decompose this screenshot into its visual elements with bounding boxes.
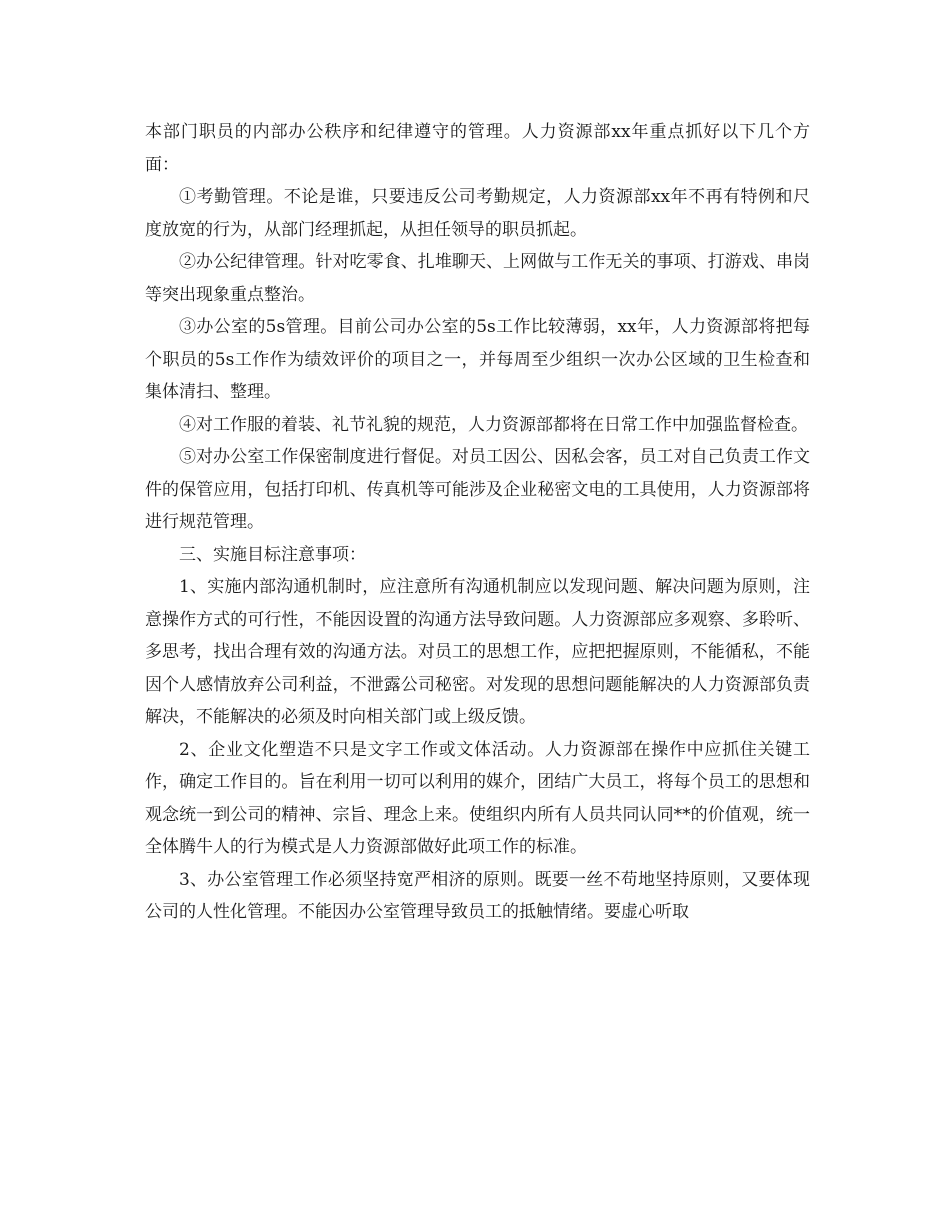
paragraph-5: ④对工作服的着装、礼节礼貌的规范，人力资源部都将在日常工作中加强监督检查。 xyxy=(179,414,808,435)
paragraph-2: ①考勤管理。不论是谁，只要违反公司考勤规定，人力资源部xx年不再有特例和尺度放宽的行为，从部门经理抓起，从担任领导的职员抓起。 xyxy=(145,187,810,240)
paragraph-3: ②办公纪律管理。针对吃零食、扎堆聊天、上网做与工作无关的事项、打游戏、串岗等突出现象重点整治。 xyxy=(145,252,810,305)
section-heading: 三、实施目标注意事项： xyxy=(179,544,366,565)
paragraph-1: 本部门职员的内部办公秩序和纪律遵守的管理。人力资源部xx年重点抓好以下几个方面： xyxy=(145,122,810,175)
paragraph-8: 1、实施内部沟通机制时，应注意所有沟通机制应以发现问题、解决问题为原则，注意操作方式的可行性，不能因设置的沟通方法导致问题。人力资源部应多观察、多聆听、多思考，找出合理有效的沟通方法。对员工的思想工作，应把把握原则，不能循私，不能因个人感情放弃公司利益，不泄露公司秘密。对发现的思想问题能解决的人力资源部负责解决，不能解决的必须及时向相关部门或上级反馈。 xyxy=(145,577,810,727)
paragraph-9: 2、企业文化塑造不只是文字工作或文体活动。人力资源部在操作中应抓住关键工作，确定工作目的。旨在利用一切可以利用的媒介，团结广大员工，将每个员工的思想和观念统一到公司的精神、宗旨、理念上来。使组织内所有人员共同认同**的价值观，统一全体腾牛人的行为模式是人力资源部做好此项工作的标准。 xyxy=(145,739,810,857)
paragraph-10: 3、办公室管理工作必须坚持宽严相济的原则。既要一丝不苟地坚持原则，又要体现公司的人性化管理。不能因办公室管理导致员工的抵触情绪。要虚心听取 xyxy=(145,869,810,922)
document-body xyxy=(145,116,810,929)
paragraph-4: ③办公室的5s管理。目前公司办公室的5s工作比较薄弱，xx年，人力资源部将把每个职员的5s工作作为绩效评价的项目之一，并每周至少组织一次办公区域的卫生检查和集体清扫、整理。 xyxy=(145,317,810,402)
paragraph-6: ⑤对办公室工作保密制度进行督促。对员工因公、因私会客，员工对自己负责工作文件的保管应用，包括打印机、传真机等可能涉及企业秘密文电的工具使用，人力资源部将进行规范管理。 xyxy=(145,447,810,532)
